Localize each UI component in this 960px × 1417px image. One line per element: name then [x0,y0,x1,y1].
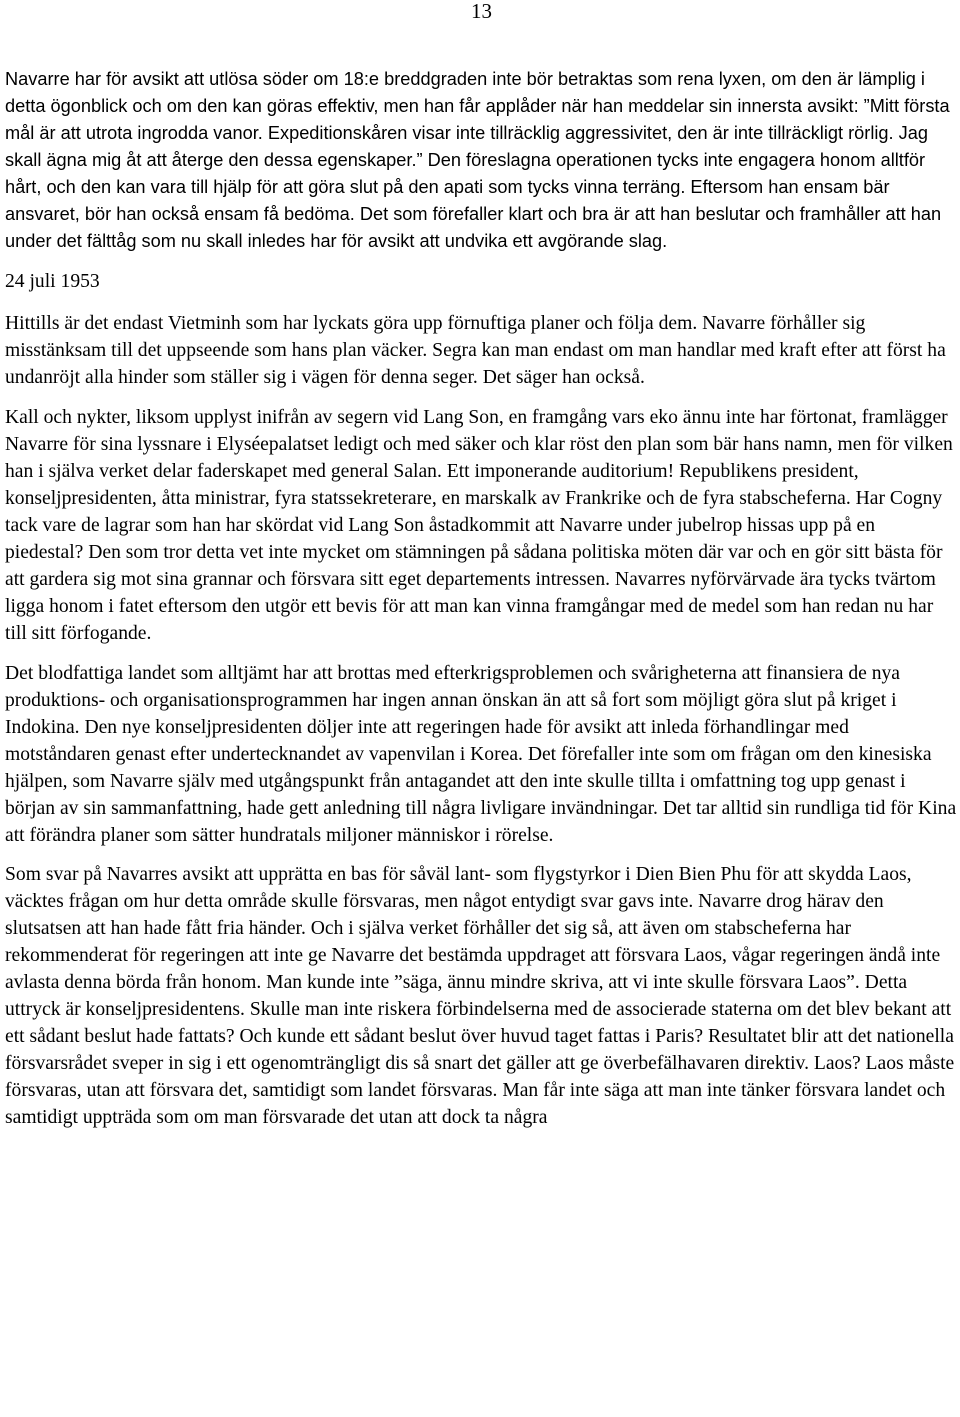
page-number: 13 [471,0,492,23]
paragraph-vietminh-plans: Hittills är det endast Vietminh som har lyckats göra upp förnuftiga planer och följa dem. Navarre förhåller sig misstänksam till det uppseende som hans plan väcker. Segra kan man endast om man handlar med kraft efter att först ha undanröjt alla hinder som ställer sig i vägen för denna seger. Det säger han också. [5,313,946,388]
document-body [5,66,957,1144]
paragraph-war-weary-country: Det blodfattiga landet som alltjämt har att brottas med efterkrigsproblemen och svårigheterna att finansiera de nya produktions- och organisationsprogrammen har ingen annan önskan än att så fort som möjligt göra slut på kriget i Indokina. Den nye konseljpresidenten döljer inte att regeringen hade för avsikt att inleda förhandlingar med motståndaren genast efter undertecknandet av vapenvilan i Korea. Det förefaller inte som om frågan om den kinesiska hjälpen, som Navarre själv med utgångspunkt från antagandet att den inte skulle tillta i omfattning tog upp genast i början av sin sammanfattning, hade gett anledning till några livligare invändningar. Det tar alltid sin rundliga tid för Kina att förändra planer som sätter hundratals miljoner människor i rörelse. [5,663,957,846]
paragraph-navarre-intent: Navarre har för avsikt att utlösa söder om 18:e breddgraden inte bör betraktas som rena lyxen, om den är lämplig i detta ögonblick och om den kan göras effektiv, men han får applåder när han meddelar sin innersta avsikt: ”Mitt första mål är att utrota ingrodda vanor. Expeditionskåren visar inte tillräcklig aggressivitet, den är inte tillräckligt rörlig. Jag skall ägna mig åt att återge den dessa egenskaper.” Den föreslagna operationen tycks inte engagera honom alltför hårt, och den kan vara till hjälp för att göra slut på den apati som tycks vinna terräng. Eftersom han ensam bär ansvaret, bör han också ensam få bedöma. Det som förefaller klart och bra är att han beslutar och framhåller att han under det fälttåg som nu skall inledes har för avsikt att undvika ett avgörande slag. [5,69,950,251]
paragraph-elysee-presentation: Kall och nykter, liksom upplyst inifrån av segern vid Lang Son, en framgång vars eko ännu inte har förtonat, framlägger Navarre för sina lyssnare i Elyséepalatset ledigt och med säker och klar röst den plan som bär hans namn, men för vilken han i själva verket delar faderskapet med general Salan. Ett imponerande auditorium! Republikens president, konseljpresidenten, åtta ministrar, fyra statssekreterare, en marskalk av Frankrike och de fyra stabscheferna. Har Cogny tack vare de lagrar som han har skördat vid Lang Son åstadkommit att Navarre under jubelrop hissas upp på en piedestal? Den som tror detta vet inte mycket om stämningen på sådana politiska möten där var och en gör sitt bästa för att gardera sig mot sina grannar och försvara sitt eget departements intressen. Navarres nyförvärvade ära tycks tvärtom ligga honom i fatet eftersom den utgör ett bevis för att man kan vinna framgångar med de medel som han redan nu har till sitt förfogande. [5,407,953,644]
date-heading: 24 juli 1953 [5,271,100,292]
paragraph-laos-defense: Som svar på Navarres avsikt att upprätta en bas för såväl lant- som flygstyrkor i Dien Bien Phu för att skydda Laos, väcktes frågan om hur detta område skulle försvaras, men något entydigt svar gavs inte. Navarre drog härav den slutsatsen att han hade fått fria händer. Och i själva verket förhåller det sig så, att även om stabscheferna har rekommenderat för regeringen att inte ge Navarre det bestämda uppdraget att försvara Laos, vågar regeringen ändå inte avlasta denna börda från honom. Man kunde inte ”säga, ännu mindre skriva, att vi inte skulle försvara Laos”. Detta uttryck är konseljpresidentens. Skulle man inte riskera förbindelserna med de associerade staterna om det blev bekant att ett sådant beslut hade fattats? Och kunde ett sådant beslut över huvud taget fattas i Paris? Resultatet blir att det nationella försvarsrådet sveper in sig i ett ogenomträngligt dis så snart det gäller att ge överbefälhavaren direktiv. Laos? Laos måste försvaras, utan att försvara det, samtidigt som landet försvaras. Man får inte säga att man inte tänker försvara landet och samtidigt uppträda som om man försvarade det utan att dock ta några [5,864,955,1128]
